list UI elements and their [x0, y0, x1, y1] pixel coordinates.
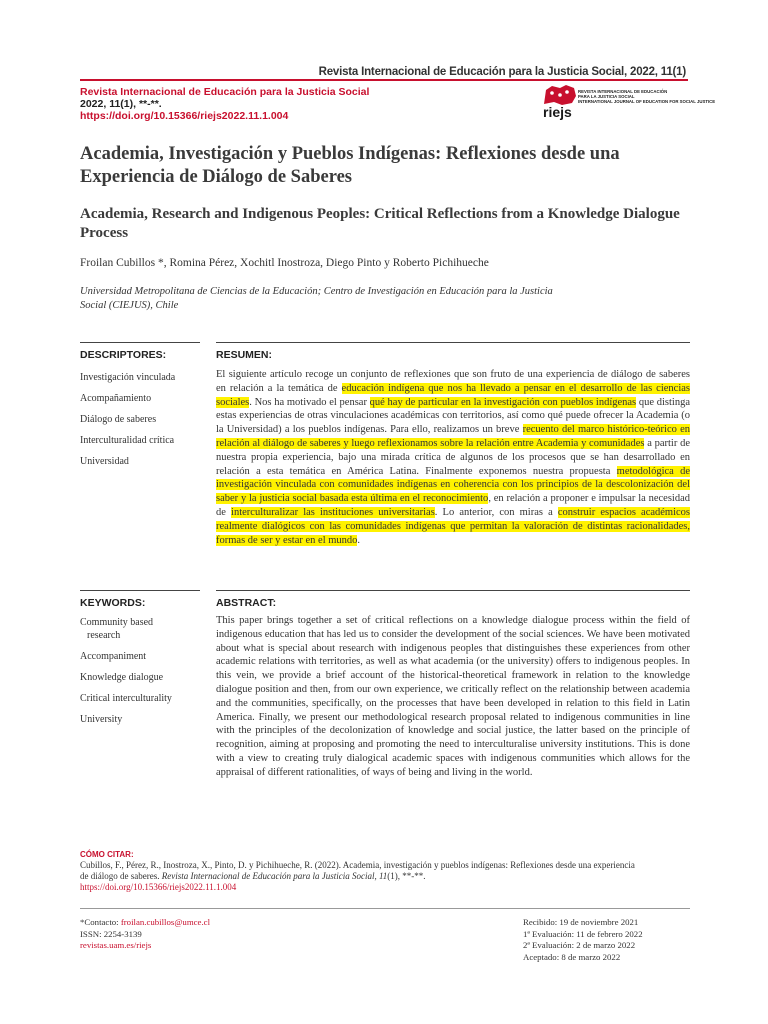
- journal-doi-link[interactable]: https://doi.org/10.15366/riejs2022.11.1.004: [80, 110, 289, 122]
- descriptores-label: DESCRIPTORES:: [80, 349, 167, 361]
- footer-rule: [80, 908, 690, 909]
- keyword-item: Investigación vinculada: [80, 372, 176, 383]
- running-head: Revista Internacional de Educación para la Justicia Social, 2022, 11(1): [318, 66, 686, 78]
- citation-doi-link[interactable]: https://doi.org/10.15366/riejs2022.11.1.004: [80, 882, 237, 892]
- logo-line-3: INTERNATIONAL JOURNAL OF EDUCATION FOR SOCIAL JUSTICE: [578, 99, 716, 105]
- keyword-item: University: [80, 713, 123, 725]
- journal-name: Revista Internacional de Educación para la Justicia Social: [80, 86, 370, 98]
- descriptores-rule: [80, 342, 200, 343]
- header-rule: [80, 79, 688, 81]
- contact-line: [80, 917, 210, 929]
- resumen-label: RESUMEN:: [216, 349, 273, 361]
- abstract-label: ABSTRACT:: [216, 597, 277, 609]
- keyword-item: Universidad: [80, 456, 129, 467]
- abstract-segment: . Lo anterior, con miras a: [434, 506, 558, 518]
- abstract-segment: .: [357, 534, 361, 546]
- keyword-item: Diálogo de saberes: [80, 414, 157, 425]
- highlighted-text: qué hay de particular en la investigación con pueblos indígenas: [369, 396, 637, 408]
- highlighted-text: educación indígena que nos ha llevado a pensar en el desarrollo de las ciencias sociales: [216, 382, 690, 408]
- citation-journal: Revista Internacional de Educación para la Justicia Social, 11: [161, 871, 388, 881]
- contact-label: *Contacto:: [80, 917, 121, 927]
- highlighted-text: metodológica de investigación vinculada con comunidades indígenas en coherencia con los principios de la descolonización del saber y la justicia social basada esta última en el reconocimiento: [216, 465, 691, 505]
- highlighted-text: recuento del marco histórico-teórico en relación al diálogo de saberes y luego reflexionamos sobre la relación entre Academia y comunidades: [216, 424, 690, 449]
- title-spanish: Academia, Investigación y Pueblos Indígenas: Reflexiones desde una Experiencia de Diálogo de Saberes: [80, 144, 620, 187]
- contact-email-link[interactable]: froilan.cubillos@umce.cl: [120, 917, 211, 927]
- keyword-item: Knowledge dialogue: [80, 671, 164, 683]
- journal-info: [80, 86, 369, 122]
- resumen-rule: [216, 342, 690, 343]
- abstract-segment: a partir de nuestra propia experiencia, bajo una mirada crítica de algunos de los procesos que se han desarrollado en relación a esta temática en América Latina. Finalmente exponemos nuestra propuesta: [216, 437, 691, 477]
- date-received: Recibido: 19 de noviembre 2021: [523, 917, 639, 927]
- journal-volume: 2022, 11(1), **-**.: [80, 98, 162, 110]
- abstract-segment: , en relación a proponer e impulsar la necesidad de: [216, 493, 690, 518]
- keyword-item: Interculturalidad crítica: [80, 435, 175, 446]
- keyword-item: Acompañamiento: [80, 393, 152, 404]
- authors: Froilan Cubillos *, Romina Pérez, Xochitl Inostroza, Diego Pinto y Roberto Pichihueche: [80, 257, 489, 269]
- keyword-item: Community based research: [80, 617, 154, 641]
- affiliation: Universidad Metropolitana de Ciencias de la Educación; Centro de Investigación en Educación para la Justicia Social (CIEJUS), Chile: [80, 286, 553, 311]
- descriptores-list: [80, 372, 205, 469]
- citation: [80, 860, 640, 893]
- date-eval-2: 2ª Evaluación: 2 de marzo 2022: [523, 940, 636, 950]
- keyword-item: Accompaniment: [80, 650, 147, 662]
- keywords-rule: [80, 590, 200, 591]
- abstract-rule: [216, 590, 690, 591]
- date-accepted: Aceptado: 8 de marzo 2022: [523, 951, 621, 962]
- logo-line-1: REVISTA INTERNACIONAL DE EDUCACIÓN: [578, 89, 668, 94]
- contact-block: [80, 917, 210, 952]
- citation-label: CÓMO CITAR:: [80, 850, 134, 859]
- logo-line-2: PARA LA JUSTICIA SOCIAL: [578, 94, 635, 100]
- dates-block: [523, 917, 643, 963]
- logo-mark-icon: [542, 84, 578, 106]
- title-english: Academia, Research and Indigenous Peoples: Critical Reflections from a Knowledge Dialogue Process: [80, 206, 680, 241]
- keyword-item: Critical interculturality: [80, 692, 172, 704]
- issn: ISSN: 2254-3139: [80, 928, 142, 939]
- date-eval-1: 1ª Evaluación: 11 de febrero 2022: [523, 928, 643, 939]
- abstract-segment: que distinga estas experiencias de otras vinculaciones académicas con territorios, así como qué puede ofrecer la Academia (o la Universidad) a los pueblos indígenas. Para ello, realizamos un breve: [216, 396, 690, 436]
- abstract-segment: El siguiente artículo recoge un conjunto de reflexiones que son fruto de una experiencia de diálogo de saberes en relación a la temática de: [216, 369, 690, 394]
- keywords-label: KEYWORDS:: [80, 597, 146, 609]
- journal-logo: [540, 82, 716, 122]
- website-link[interactable]: revistas.uam.es/riejs: [80, 940, 152, 950]
- abstract-segment: . Nos ha motivado el pensar: [249, 396, 370, 408]
- citation-text: Cubillos, F., Pérez, R., Inostroza, X., Pinto, D. y Pichihueche, R. (2022). Academia, investigación y pueblos indígenas: Reflexiones desde una experiencia de diálogo de saberes.: [80, 860, 635, 881]
- highlighted-text: interculturalizar las instituciones universitarias: [231, 506, 435, 518]
- logo-text: [578, 89, 715, 105]
- highlighted-text: construir espacios académicos realmente dialógicos con las comunidades indígenas que permitan la valoración de distintas racionalidades, formas de ser y estar en el mundo: [216, 506, 691, 546]
- citation-tail: (1), **-**.: [387, 871, 426, 881]
- keywords-list: [80, 617, 180, 726]
- logo-word: riejs: [543, 104, 572, 120]
- abstract-text: This paper brings together a set of critical reflections on a knowledge dialogue process within the field of indigenous education that has led us to consider the development of the social sciences. We have been motivated about what is special about research with indigenous peoples that distinguishes these experiences from other academic relations with territories, as well as what academia (or the university) offers to indigenous peoples. In this vein, we provide a brief account of the historical-theoretical framework in relation to the knowledge dialogue position and then, from our own experience, we critically reflect on the relationship between academia and the communities, specifically, on the processes that have been developed in relation to this field in Latin America. Finally, we present our methodological research proposal related to indigenous communities in line with the principles of the decolonization of knowledge and social justice, the latter based on the principle of recognition, aiming at proposing and promoting the need to interculturalise university institutions. This is done with a view to creating truly dialogical academic spaces with indigenous communities which allows for the appraisal of different rationalities, of ways of being and living in the world.: [216, 615, 690, 778]
- resumen-text: [216, 368, 690, 547]
